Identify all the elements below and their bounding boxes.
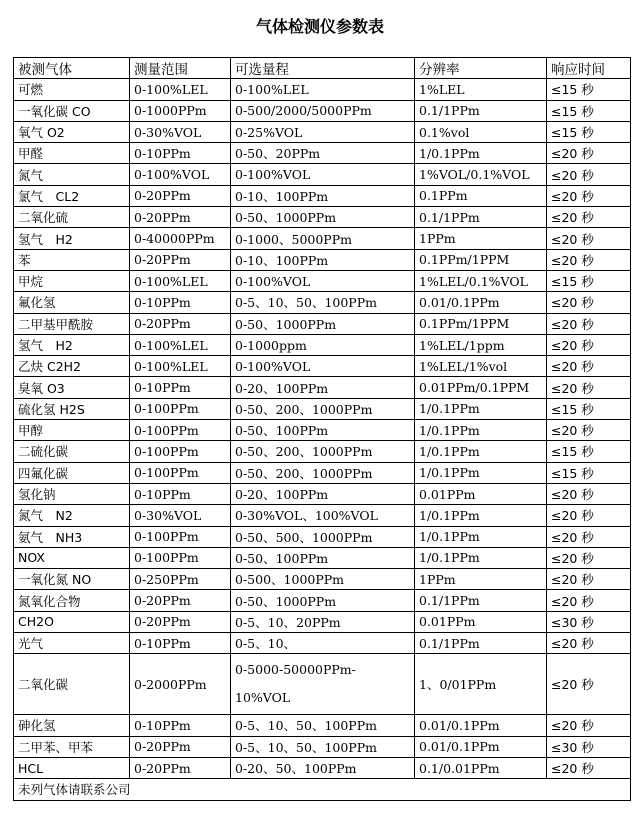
table-body-tall	[14, 654, 631, 715]
optional-range: 0-5、10、50、100PPm	[231, 736, 415, 757]
optional-range: 0-50、100PPm	[231, 547, 415, 568]
resolution: 0.1/1PPm	[415, 100, 547, 121]
measure-range: 0-100%LEL	[130, 334, 231, 355]
resolution: 0.01PPm	[415, 483, 547, 504]
gas-name: 氮气	[14, 164, 130, 185]
measure-range: 0-100PPm	[130, 441, 231, 462]
resolution: 0.1/0.01PPm	[415, 757, 547, 778]
gas-name: HCL	[14, 757, 130, 778]
gas-name: 氟化氢	[14, 292, 130, 313]
table-row	[14, 398, 631, 419]
resolution: 0.1PPm/1PPM	[415, 249, 547, 270]
optional-range: 0-500、1000PPm	[231, 569, 415, 590]
optional-range: 0-20、50、100PPm	[231, 757, 415, 778]
header-gas: 被测气体	[14, 58, 130, 79]
table-row	[14, 207, 631, 228]
gas-name: 二甲苯、甲苯	[14, 736, 130, 757]
resolution: 0.01/0.1PPm	[415, 292, 547, 313]
response-time: ≤20 秒	[547, 377, 631, 398]
response-time: ≤20 秒	[547, 228, 631, 249]
response-time: ≤15 秒	[547, 79, 631, 100]
table-row	[14, 569, 631, 590]
resolution: 1%LEL/1%vol	[415, 356, 547, 377]
gas-name: 乙炔 C2H2	[14, 356, 130, 377]
gas-name: 二甲基甲酰胺	[14, 313, 130, 334]
gas-name: 氯气 CL2	[14, 185, 130, 206]
measure-range: 0-10PPm	[130, 715, 231, 736]
table-row	[14, 121, 631, 142]
resolution: 1%VOL/0.1%VOL	[415, 164, 547, 185]
optional-range: 0-50、200、1000PPm	[231, 462, 415, 483]
resolution: 1/0.1PPm	[415, 441, 547, 462]
resolution: 1/0.1PPm	[415, 462, 547, 483]
optional-range: 0-100%VOL	[231, 356, 415, 377]
gas-name: 氮氧化合物	[14, 590, 130, 611]
table-row	[14, 654, 631, 715]
gas-name: 氢气 H2	[14, 334, 130, 355]
measure-range: 0-2000PPm	[130, 654, 231, 715]
optional-range	[231, 654, 415, 715]
response-time: ≤20 秒	[547, 249, 631, 270]
response-time: ≤15 秒	[547, 398, 631, 419]
table-row	[14, 377, 631, 398]
response-time: ≤20 秒	[547, 590, 631, 611]
measure-range: 0-1000PPm	[130, 100, 231, 121]
measure-range: 0-100%VOL	[130, 164, 231, 185]
resolution: 0.1/1PPm	[415, 633, 547, 654]
table-row	[14, 547, 631, 568]
gas-name: 二氧化碳	[14, 654, 130, 715]
resolution: 0.1/1PPm	[415, 207, 547, 228]
gas-name: 氮气 N2	[14, 505, 130, 526]
resolution: 1PPm	[415, 228, 547, 249]
header-response: 响应时间	[547, 58, 631, 79]
resolution: 0.1PPm/1PPM	[415, 313, 547, 334]
measure-range: 0-250PPm	[130, 569, 231, 590]
optional-range: 0-1000、5000PPm	[231, 228, 415, 249]
resolution: 1%LEL	[415, 79, 547, 100]
response-time: ≤20 秒	[547, 715, 631, 736]
optional-range: 0-50、100PPm	[231, 420, 415, 441]
response-time: ≤20 秒	[547, 757, 631, 778]
table-row	[14, 441, 631, 462]
gas-parameter-table	[13, 57, 631, 801]
measure-range: 0-100PPm	[130, 526, 231, 547]
resolution: 0.01/0.1PPm	[415, 736, 547, 757]
resolution: 1%LEL/0.1%VOL	[415, 270, 547, 291]
resolution: 1/0.1PPm	[415, 398, 547, 419]
response-time: ≤15 秒	[547, 121, 631, 142]
gas-name: 二氧化硫	[14, 207, 130, 228]
measure-range: 0-10PPm	[130, 292, 231, 313]
table-row	[14, 757, 631, 778]
header-resolution: 分辨率	[415, 58, 547, 79]
table-row	[14, 185, 631, 206]
measure-range: 0-20PPm	[130, 590, 231, 611]
response-time: ≤20 秒	[547, 334, 631, 355]
measure-range: 0-20PPm	[130, 611, 231, 632]
response-time: ≤20 秒	[547, 569, 631, 590]
table-row	[14, 249, 631, 270]
gas-name: 甲醇	[14, 420, 130, 441]
gas-name: 甲烷	[14, 270, 130, 291]
header-range: 测量范围	[130, 58, 231, 79]
table-row	[14, 736, 631, 757]
resolution: 1/0.1PPm	[415, 547, 547, 568]
measure-range: 0-100PPm	[130, 462, 231, 483]
page-title: 气体检测仪参数表	[255, 17, 384, 36]
optional-range: 0-5、10、50、100PPm	[231, 292, 415, 313]
gas-name: 光气	[14, 633, 130, 654]
resolution: 0.1%vol	[415, 121, 547, 142]
measure-range: 0-20PPm	[130, 757, 231, 778]
response-time: ≤20 秒	[547, 654, 631, 715]
table-row	[14, 334, 631, 355]
response-time: ≤30 秒	[547, 736, 631, 757]
optional-range: 0-10、100PPm	[231, 249, 415, 270]
measure-range: 0-10PPm	[130, 633, 231, 654]
footer-row	[14, 779, 631, 800]
response-time: ≤20 秒	[547, 420, 631, 441]
optional-range: 0-5、10、20PPm	[231, 611, 415, 632]
gas-name: 二硫化碳	[14, 441, 130, 462]
optional-range: 0-100%LEL	[231, 79, 415, 100]
table-row	[14, 143, 631, 164]
header-options: 可选量程	[231, 58, 415, 79]
response-time: ≤20 秒	[547, 505, 631, 526]
resolution: 1/0.1PPm	[415, 420, 547, 441]
gas-name: 四氟化碳	[14, 462, 130, 483]
measure-range: 0-30%VOL	[130, 505, 231, 526]
resolution: 0.01PPm/0.1PPM	[415, 377, 547, 398]
measure-range: 0-20PPm	[130, 207, 231, 228]
measure-range: 0-100%LEL	[130, 356, 231, 377]
table-row	[14, 100, 631, 121]
measure-range: 0-100PPm	[130, 420, 231, 441]
table-row	[14, 462, 631, 483]
response-time: ≤20 秒	[547, 356, 631, 377]
response-time: ≤20 秒	[547, 547, 631, 568]
gas-name: 硫化氢 H2S	[14, 398, 130, 419]
response-time: ≤15 秒	[547, 270, 631, 291]
optional-range: 0-100%VOL	[231, 270, 415, 291]
measure-range: 0-10PPm	[130, 143, 231, 164]
table-row	[14, 313, 631, 334]
gas-name: 氨气 NH3	[14, 526, 130, 547]
optional-range: 0-25%VOL	[231, 121, 415, 142]
optional-range: 0-50、200、1000PPm	[231, 441, 415, 462]
optional-range: 0-5、10、	[231, 633, 415, 654]
optional-range: 0-5、10、50、100PPm	[231, 715, 415, 736]
optional-range: 0-50、1000PPm	[231, 207, 415, 228]
table-row	[14, 505, 631, 526]
measure-range: 0-40000PPm	[130, 228, 231, 249]
resolution: 1/0.1PPm	[415, 505, 547, 526]
gas-name: 氢化钠	[14, 483, 130, 504]
gas-name: 苯	[14, 249, 130, 270]
optional-range: 0-50、200、1000PPm	[231, 398, 415, 419]
response-time: ≤20 秒	[547, 313, 631, 334]
gas-name: 可燃	[14, 79, 130, 100]
table-row	[14, 292, 631, 313]
table-row	[14, 79, 631, 100]
optional-range: 0-50、20PPm	[231, 143, 415, 164]
resolution: 0.1PPm	[415, 185, 547, 206]
optional-range: 0-50、1000PPm	[231, 313, 415, 334]
footer-note: 未列气体请联系公司	[14, 779, 631, 800]
measure-range: 0-30%VOL	[130, 121, 231, 142]
response-time: ≤20 秒	[547, 292, 631, 313]
response-time: ≤15 秒	[547, 462, 631, 483]
optional-range: 0-100%VOL	[231, 164, 415, 185]
resolution: 1、0/01PPm	[415, 654, 547, 715]
table-row	[14, 420, 631, 441]
measure-range: 0-100PPm	[130, 547, 231, 568]
table-row	[14, 356, 631, 377]
resolution: 0.01PPm	[415, 611, 547, 632]
resolution: 1%LEL/1ppm	[415, 334, 547, 355]
response-time: ≤20 秒	[547, 143, 631, 164]
optional-range: 0-1000ppm	[231, 334, 415, 355]
table-row	[14, 270, 631, 291]
measure-range: 0-10PPm	[130, 377, 231, 398]
measure-range: 0-10PPm	[130, 483, 231, 504]
gas-name: 甲醛	[14, 143, 130, 164]
response-time: ≤20 秒	[547, 207, 631, 228]
table-row	[14, 526, 631, 547]
resolution: 1/0.1PPm	[415, 143, 547, 164]
gas-name: 氢气 H2	[14, 228, 130, 249]
measure-range: 0-20PPm	[130, 313, 231, 334]
table-row	[14, 715, 631, 736]
table-body	[14, 79, 631, 654]
response-time: ≤20 秒	[547, 164, 631, 185]
optional-range-line1: 0-5000-50000PPm-	[235, 662, 356, 678]
optional-range: 0-50、1000PPm	[231, 590, 415, 611]
table-row	[14, 164, 631, 185]
table-row	[14, 633, 631, 654]
gas-name: NOX	[14, 547, 130, 568]
response-time: ≤30 秒	[547, 611, 631, 632]
measure-range: 0-20PPm	[130, 249, 231, 270]
optional-range: 0-10、100PPm	[231, 185, 415, 206]
optional-range: 0-500/2000/5000PPm	[231, 100, 415, 121]
optional-range: 0-20、100PPm	[231, 483, 415, 504]
optional-range-line2: 10%VOL	[235, 690, 291, 706]
measure-range: 0-100%LEL	[130, 270, 231, 291]
measure-range: 0-100%LEL	[130, 79, 231, 100]
measure-range: 0-20PPm	[130, 185, 231, 206]
table-row	[14, 611, 631, 632]
gas-name: 一氧化碳 CO	[14, 100, 130, 121]
resolution: 1PPm	[415, 569, 547, 590]
gas-name: 一氧化氮 NO	[14, 569, 130, 590]
table-header-row	[14, 58, 631, 79]
measure-range: 0-100PPm	[130, 398, 231, 419]
optional-range: 0-20、100PPm	[231, 377, 415, 398]
table-row	[14, 228, 631, 249]
response-time: ≤15 秒	[547, 100, 631, 121]
resolution: 1/0.1PPm	[415, 526, 547, 547]
table-body-after	[14, 715, 631, 779]
response-time: ≤20 秒	[547, 526, 631, 547]
gas-name: 臭氧 O3	[14, 377, 130, 398]
resolution: 0.01/0.1PPm	[415, 715, 547, 736]
measure-range: 0-20PPm	[130, 736, 231, 757]
gas-name: 氧气 O2	[14, 121, 130, 142]
gas-name: CH2O	[14, 611, 130, 632]
response-time: ≤15 秒	[547, 441, 631, 462]
gas-name: 砷化氢	[14, 715, 130, 736]
response-time: ≤20 秒	[547, 633, 631, 654]
optional-range: 0-50、500、1000PPm	[231, 526, 415, 547]
optional-range: 0-30%VOL、100%VOL	[231, 505, 415, 526]
response-time: ≤20 秒	[547, 185, 631, 206]
table-row	[14, 590, 631, 611]
resolution: 0.1/1PPm	[415, 590, 547, 611]
response-time: ≤20 秒	[547, 483, 631, 504]
table-row	[14, 483, 631, 504]
